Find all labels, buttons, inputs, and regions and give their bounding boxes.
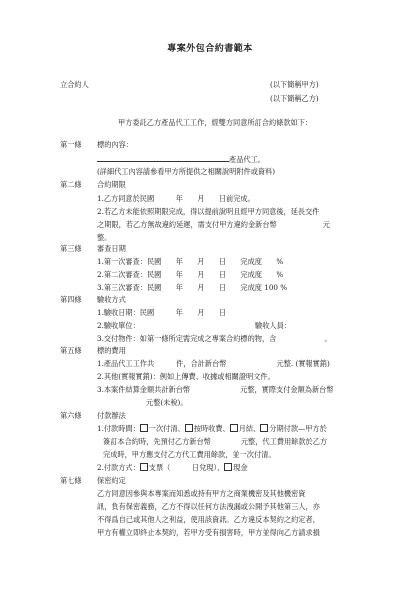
- option-lump-sum: 一次付清、: [148, 424, 185, 433]
- article-2-title: 合約期限: [97, 180, 126, 189]
- article-3-title: 審查日期: [97, 244, 126, 253]
- article-5-line-3a: 3.本案件結算金額共計新台幣: [97, 385, 191, 394]
- article-2-no: 第二條: [60, 180, 82, 189]
- article-3-no: 第三條: [60, 244, 82, 253]
- document-title: 專案外包合約書範本: [167, 44, 253, 54]
- article-1-suffix: 產品代工。: [229, 155, 265, 164]
- article-1-note: (詳細代工內容請參看甲方所提供之相關說明附件或資料): [97, 167, 276, 176]
- option-cash: 現金: [233, 463, 248, 472]
- article-7-line-4: 甲方有權立即終止本契約，若甲方受有損害時，甲方並得向乙方請求損: [97, 528, 320, 537]
- article-4-title: 驗收方式: [97, 295, 126, 304]
- article-5-line-4: 元整(未稅)。: [146, 398, 188, 407]
- subject-blank[interactable]: [97, 154, 229, 162]
- article-5-line-1: [97, 359, 330, 368]
- article-6-line-4a: 2.付款方式：: [97, 463, 140, 472]
- article-6-title: 付款辦法: [97, 411, 126, 420]
- checkbox-cash[interactable]: [224, 463, 232, 471]
- option-installment: 分期付款—甲方於: [269, 424, 327, 433]
- article-1-no: 第一條: [60, 140, 82, 149]
- article-4-line-3: [97, 334, 332, 343]
- article-4-line-2b: 驗收人員：: [255, 321, 291, 330]
- article-7-no: 第七條: [60, 476, 82, 485]
- checkbox-monthly[interactable]: [230, 424, 238, 432]
- article-6-line-3: 完成時，甲方應支付乙方代工費用餘款，並一次付清。: [103, 450, 276, 459]
- article-7-line-2: 訊，負有保密義務，乙方不得以任何方法洩漏或公開予其他第三人，亦: [97, 502, 320, 511]
- article-6-line-2: [103, 437, 327, 446]
- article-5-line-3b: 元整，實際支付金額為新台幣: [240, 385, 334, 394]
- article-6-line-2a: 簽訂本合約時，先預付乙方新台幣: [103, 437, 211, 446]
- article-7-title: 保密約定: [97, 476, 126, 485]
- party-a-label: (以下簡稱甲方): [270, 80, 319, 89]
- article-7-line-3: 不得爲自己或其他人之利益，使用該資訊。乙方違反本契約之約定者，: [97, 515, 320, 524]
- article-4-line-1: 1.驗收日期：民國 年 月 日: [97, 308, 227, 317]
- checkbox-cheque[interactable]: [140, 463, 148, 471]
- article-3-line-1: 1.第一次審查：民國 年 月 日 完成度 %: [97, 257, 284, 266]
- option-monthly: 月結、: [238, 424, 261, 433]
- article-5-line-1a: 1.產品代工工作共: [97, 359, 155, 368]
- article-2-line-3-text: 之期限，若乙方無故違約延遲，需支付甲方違約金新台幣: [97, 220, 277, 229]
- article-3-line-2: 2.第二次審查：民國 年 月 日 完成度 %: [97, 270, 284, 279]
- article-5-line-1c: 元整. (實報實銷): [276, 359, 330, 368]
- checkbox-hourly[interactable]: [185, 424, 193, 432]
- article-1-title: 標的內容：: [97, 140, 133, 149]
- article-2-line-4: 整。: [97, 233, 112, 242]
- article-6-line-1a: 1.付款時間：: [97, 424, 140, 433]
- article-5-no: 第五條: [60, 346, 82, 355]
- article-5-line-3: [97, 385, 334, 394]
- article-2-line-2: 2.若乙方未能依照期限完成，得以提前說明且經甲方同意後，延長交件: [97, 207, 320, 216]
- article-5-line-1b: 件，合計新台幣: [176, 359, 227, 368]
- article-2-yuan: 元: [322, 220, 330, 229]
- parties-label: 立合約人: [60, 80, 89, 89]
- checkbox-installment[interactable]: [260, 424, 268, 432]
- article-5-line-2: 2.其他(實報實銷)：例如上傳費、收據或相關證明文件。: [97, 372, 275, 381]
- article-2-line-1: 1.乙方同意於民國 年 月 日前完成。: [97, 194, 255, 203]
- option-hourly: 按時收費、: [193, 424, 230, 433]
- article-5-title: 標的費用: [97, 346, 126, 355]
- article-1-subject-line: [97, 154, 265, 164]
- intro-text: 甲方委託乙方產品代工工作，經雙方同意所訂合約條款如下：: [118, 118, 313, 127]
- article-6-line-4: [97, 463, 248, 472]
- article-3-line-3: 3.第三次審查：民國 年 月 日 完成度 100 %: [97, 283, 288, 292]
- article-6-line-1: [97, 424, 327, 433]
- option-cheque: 支票（ 日兌現）、: [148, 463, 225, 472]
- article-4-line-2a: 2.驗收單位：: [97, 321, 140, 330]
- article-4-line-3-text: 3.交付物件：如第一條所定需完成之專案合約標的物，含: [97, 334, 277, 343]
- checkbox-lump-sum[interactable]: [140, 424, 148, 432]
- article-6-line-2b: 元整，代工費用餘款於乙方: [240, 437, 328, 446]
- article-4-no: 第四條: [60, 295, 82, 304]
- article-4-line-3-end: 。: [324, 334, 332, 343]
- party-b-label: (以下簡稱乙方): [270, 94, 319, 103]
- article-6-no: 第六條: [60, 411, 82, 420]
- article-7-line-1: 乙方同意因參與本專案而知悉或持有甲方之商業機密及其他機密資: [97, 489, 306, 498]
- article-2-line-3: [97, 220, 330, 229]
